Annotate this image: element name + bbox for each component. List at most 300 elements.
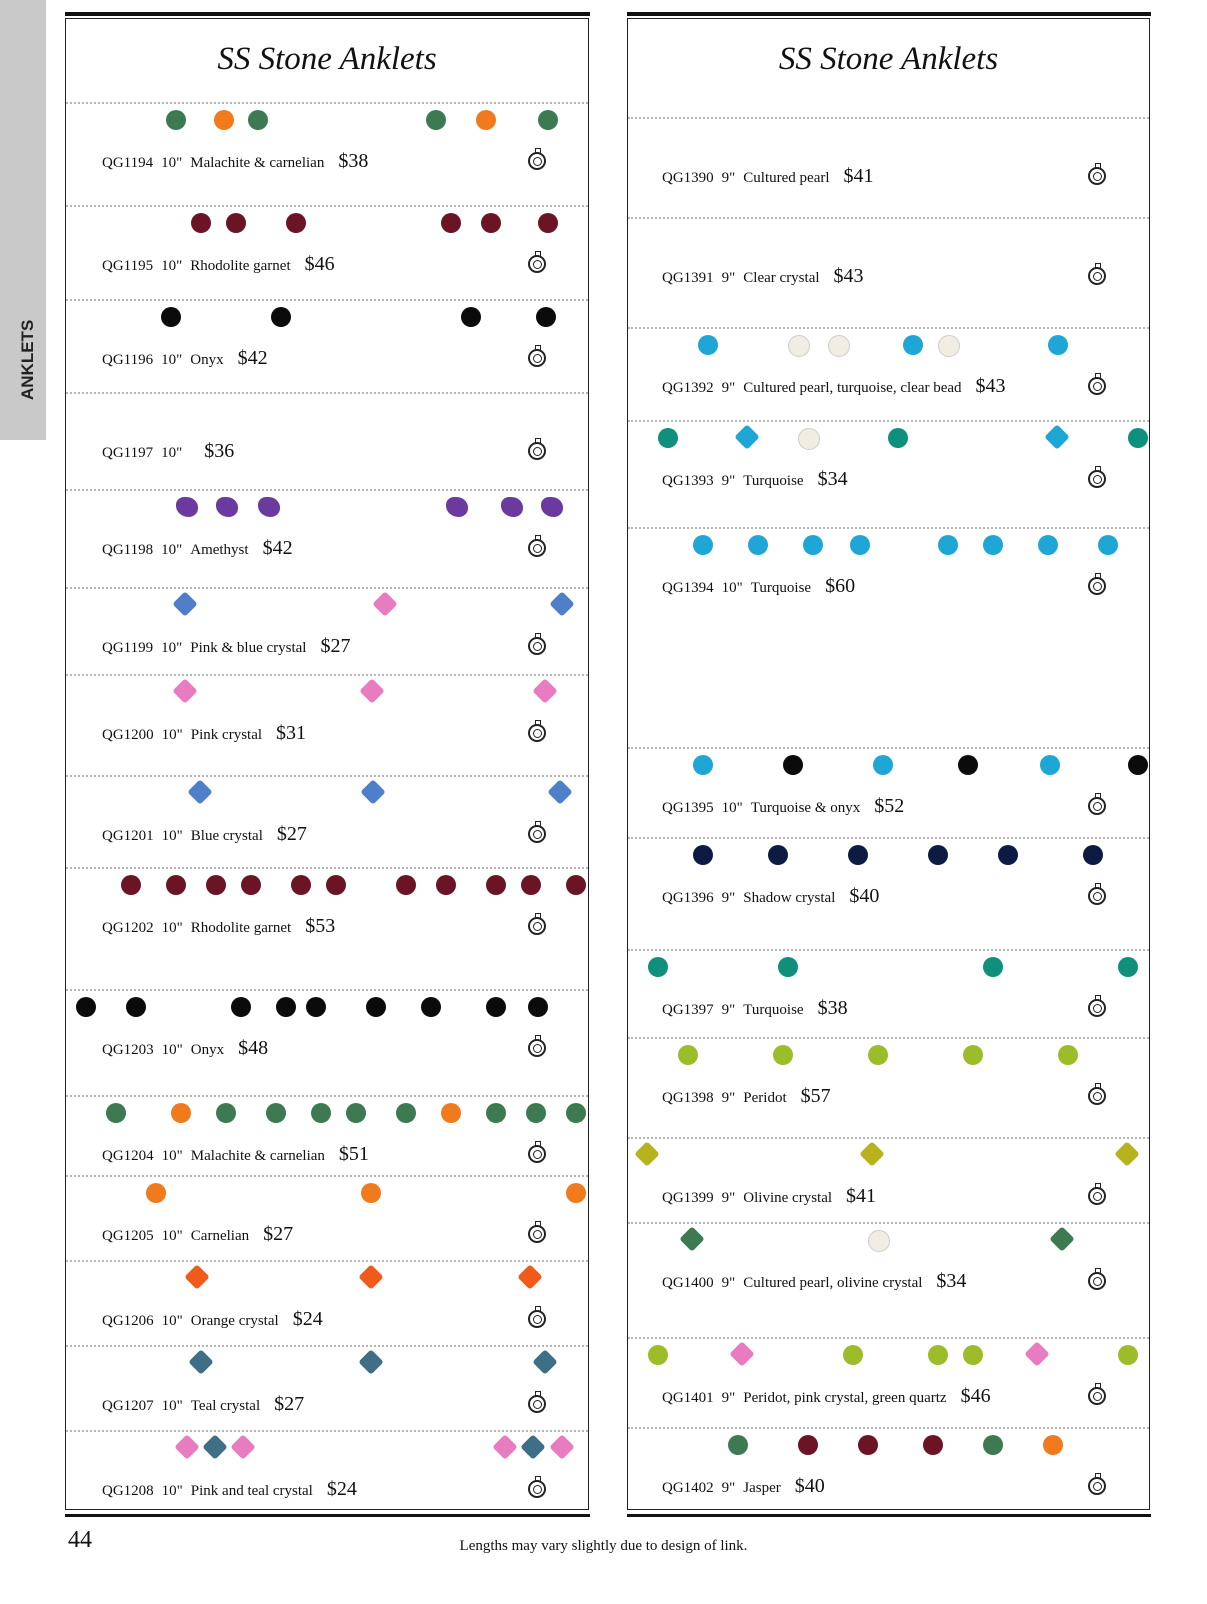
anklet-bead — [729, 1341, 754, 1366]
anklet-ring-icon — [528, 825, 546, 843]
anklet-bead — [486, 1103, 506, 1123]
product-code: QG1206 — [102, 1313, 154, 1329]
anklet-bead — [798, 1435, 818, 1455]
anklet-bead — [161, 307, 181, 327]
product-code: QG1204 — [102, 1148, 154, 1164]
anklet-bead — [998, 845, 1018, 865]
anklet-bead — [326, 875, 346, 895]
product-caption — [102, 722, 306, 745]
product-name: Pink & blue crystal — [190, 640, 307, 656]
anklet-bead — [188, 1349, 213, 1374]
product-caption — [662, 795, 904, 818]
anklet-bead — [983, 957, 1003, 977]
product-code: QG1393 — [662, 473, 714, 489]
anklet-bead — [566, 1103, 586, 1123]
product-caption — [662, 1185, 876, 1208]
footer-note: Lengths may vary slightly due to design of link. — [459, 1538, 748, 1554]
anklet-bead — [184, 1264, 209, 1289]
product-price: $52 — [874, 795, 905, 817]
anklet-bead — [566, 1183, 586, 1203]
anklet-chain — [628, 327, 1149, 329]
anklet-bead — [773, 1045, 793, 1065]
anklet-bead — [859, 1141, 884, 1166]
anklet-bead — [358, 1264, 383, 1289]
anklet-bead — [828, 335, 850, 357]
anklet-chain — [66, 775, 588, 777]
anklet-ring-icon — [1088, 887, 1106, 905]
product-caption — [662, 468, 848, 491]
product-price: $36 — [204, 440, 235, 462]
product-caption — [102, 1478, 357, 1501]
anklet-ring-icon — [528, 1039, 546, 1057]
anklet-bead — [748, 535, 768, 555]
anklet-bead — [1040, 755, 1060, 775]
anklet-ring-icon — [1088, 577, 1106, 595]
right-product-row — [628, 412, 1149, 512]
anklet-bead — [848, 845, 868, 865]
anklet-bead — [396, 1103, 416, 1123]
product-code: QG1195 — [102, 258, 154, 274]
product-code: QG1198 — [102, 542, 154, 558]
right-product-row — [628, 1214, 1149, 1314]
product-price: $42 — [237, 347, 268, 369]
anklet-bead — [121, 875, 141, 895]
product-length: 9" — [721, 1275, 736, 1291]
anklet-bead — [476, 110, 496, 130]
anklet-chain — [66, 867, 588, 869]
anklet-bead — [176, 497, 198, 517]
anklet-bead — [266, 1103, 286, 1123]
product-code: QG1201 — [102, 828, 154, 844]
anklet-bead — [106, 1103, 126, 1123]
product-length: 10" — [161, 828, 183, 844]
product-name: Malachite & carnelian — [190, 1148, 325, 1164]
anklet-bead — [206, 875, 226, 895]
anklet-bead — [166, 875, 186, 895]
product-length: 10" — [161, 258, 183, 274]
anklet-bead — [868, 1045, 888, 1065]
left-product-row — [66, 291, 588, 391]
anklet-ring-icon — [528, 349, 546, 367]
product-length: 10" — [161, 920, 183, 936]
anklet-bead — [698, 335, 718, 355]
product-caption — [102, 1143, 369, 1166]
left-product-row — [66, 384, 588, 484]
product-name: Peridot, pink crystal, green quartz — [743, 1390, 947, 1406]
left-product-row — [66, 1422, 588, 1522]
product-price: $43 — [833, 265, 864, 287]
product-code: QG1194 — [102, 155, 154, 171]
product-name: Turquoise — [743, 473, 804, 489]
anklet-bead — [172, 678, 197, 703]
anklet-bead — [1128, 428, 1148, 448]
product-code: QG1392 — [662, 380, 714, 396]
right-product-row — [628, 519, 1149, 619]
anklet-bead — [798, 428, 820, 450]
anklet-bead — [888, 428, 908, 448]
anklet-bead — [903, 335, 923, 355]
product-code: QG1208 — [102, 1483, 154, 1499]
anklet-bead — [678, 1045, 698, 1065]
left-panel-title: SS Stone Anklets — [217, 41, 437, 77]
product-name: Turquoise — [743, 1002, 804, 1018]
product-length: 9" — [721, 170, 736, 186]
anklet-chain — [628, 420, 1149, 422]
anklet-bead — [396, 875, 416, 895]
product-length: 9" — [721, 473, 736, 489]
anklet-ring-icon — [528, 152, 546, 170]
anklet-bead — [501, 497, 523, 517]
anklet-chain — [628, 949, 1149, 951]
product-length: 10" — [161, 1042, 183, 1058]
right-product-row — [628, 209, 1149, 309]
anklet-bead — [486, 997, 506, 1017]
product-name: Olivine crystal — [743, 1190, 833, 1206]
anklet-chain — [628, 1137, 1149, 1139]
anklet-bead — [421, 997, 441, 1017]
section-tab — [0, 0, 46, 440]
anklet-bead — [938, 335, 960, 357]
product-code: QG1396 — [662, 890, 714, 906]
anklet-ring-icon — [528, 917, 546, 935]
anklet-chain — [628, 1337, 1149, 1339]
product-name: Rhodolite garnet — [190, 258, 291, 274]
anklet-chain — [628, 1222, 1149, 1224]
anklet-chain — [66, 989, 588, 991]
right-product-row — [628, 829, 1149, 929]
product-length: 10" — [161, 1148, 183, 1164]
product-name: Carnelian — [190, 1228, 250, 1244]
anklet-bead — [693, 535, 713, 555]
product-name: Jasper — [743, 1480, 781, 1496]
product-length: 10" — [161, 1483, 183, 1499]
anklet-bead — [172, 591, 197, 616]
product-name: Cultured pearl — [743, 170, 830, 186]
product-caption — [102, 823, 307, 846]
anklet-bead — [461, 307, 481, 327]
anklet-bead — [693, 755, 713, 775]
right-panel-bottom-rule — [627, 1514, 1151, 1517]
anklet-ring-icon — [528, 1310, 546, 1328]
anklet-bead — [306, 997, 326, 1017]
left-product-row — [66, 859, 588, 959]
anklet-bead — [441, 213, 461, 233]
anklet-bead — [174, 1434, 199, 1459]
anklet-bead — [547, 779, 572, 804]
product-caption — [102, 253, 335, 276]
anklet-bead — [1044, 424, 1069, 449]
anklet-bead — [1024, 1341, 1049, 1366]
anklet-bead — [1049, 1226, 1074, 1251]
anklet-chain — [66, 489, 588, 491]
anklet-bead — [858, 1435, 878, 1455]
product-length: 10" — [161, 1228, 183, 1244]
product-caption — [662, 165, 874, 188]
anklet-bead — [1118, 1345, 1138, 1365]
product-code: QG1395 — [662, 800, 714, 816]
product-name: Onyx — [190, 1042, 225, 1058]
anklet-ring-icon — [528, 1480, 546, 1498]
anklet-bead — [1118, 957, 1138, 977]
product-name: Pink crystal — [190, 727, 263, 743]
product-length: 10" — [161, 445, 183, 461]
product-length: 10" — [161, 1313, 183, 1329]
product-price: $57 — [800, 1085, 831, 1107]
product-code: QG1202 — [102, 920, 154, 936]
product-caption — [662, 375, 1006, 398]
anklet-chain — [66, 1175, 588, 1177]
anklet-bead — [873, 755, 893, 775]
anklet-bead — [843, 1345, 863, 1365]
anklet-chain — [66, 1095, 588, 1097]
product-code: QG1205 — [102, 1228, 154, 1244]
product-caption — [102, 1393, 304, 1416]
anklet-bead — [216, 1103, 236, 1123]
product-price: $41 — [843, 165, 874, 187]
anklet-bead — [566, 875, 586, 895]
product-name: Turquoise — [750, 580, 812, 596]
anklet-bead — [361, 1183, 381, 1203]
right-product-row — [628, 941, 1149, 1041]
product-code: QG1199 — [102, 640, 154, 656]
anklet-ring-icon — [528, 442, 546, 460]
product-caption — [662, 997, 848, 1020]
anklet-bead — [360, 779, 385, 804]
left-panel-bottom-rule — [65, 1514, 590, 1517]
anklet-bead — [1083, 845, 1103, 865]
anklet-ring-icon — [1088, 167, 1106, 185]
anklet-bead — [658, 428, 678, 448]
product-price: $27 — [263, 1223, 294, 1245]
product-name: Cultured pearl, turquoise, clear bead — [743, 380, 962, 396]
anklet-bead — [1128, 755, 1148, 775]
product-name: Rhodolite garnet — [190, 920, 292, 936]
anklet-bead — [778, 957, 798, 977]
right-product-row — [628, 1029, 1149, 1129]
anklet-bead — [358, 1349, 383, 1374]
anklet-ring-icon — [1088, 1387, 1106, 1405]
anklet-bead — [788, 335, 810, 357]
product-price: $34 — [817, 468, 848, 490]
product-code: QG1196 — [102, 352, 154, 368]
anklet-chain — [628, 117, 1149, 119]
anklet-bead — [734, 424, 759, 449]
right-panel — [627, 18, 1150, 1510]
anklet-ring-icon — [528, 255, 546, 273]
anklet-bead — [728, 1435, 748, 1455]
anklet-ring-icon — [528, 1395, 546, 1413]
left-product-row — [66, 767, 588, 867]
product-name: Amethyst — [190, 542, 249, 558]
anklet-bead — [286, 213, 306, 233]
anklet-bead — [517, 1264, 542, 1289]
product-caption — [102, 537, 293, 560]
anklet-bead — [446, 497, 468, 517]
product-caption — [662, 1475, 825, 1498]
product-price: $48 — [238, 1037, 269, 1059]
product-name: Turquoise & onyx — [750, 800, 861, 816]
anklet-bead — [366, 997, 386, 1017]
product-length: 10" — [161, 1398, 183, 1414]
anklet-bead — [963, 1345, 983, 1365]
product-caption — [662, 1085, 831, 1108]
product-caption — [102, 1308, 323, 1331]
anklet-bead — [923, 1435, 943, 1455]
product-code: QG1391 — [662, 270, 714, 286]
product-price: $46 — [304, 253, 335, 275]
product-price: $53 — [305, 915, 336, 937]
product-length: 10" — [161, 155, 183, 171]
product-price: $51 — [338, 1143, 369, 1165]
anklet-bead — [372, 591, 397, 616]
anklet-bead — [231, 997, 251, 1017]
product-caption — [102, 150, 368, 173]
anklet-bead — [76, 997, 96, 1017]
anklet-bead — [241, 875, 261, 895]
anklet-ring-icon — [1088, 267, 1106, 285]
product-caption — [662, 265, 864, 288]
anklet-ring-icon — [528, 1145, 546, 1163]
anklet-bead — [216, 497, 238, 517]
product-length: 9" — [721, 270, 736, 286]
anklet-ring-icon — [1088, 1477, 1106, 1495]
left-product-row — [66, 981, 588, 1081]
anklet-chain — [66, 1430, 588, 1432]
product-code: QG1400 — [662, 1275, 714, 1291]
product-code: QG1200 — [102, 727, 154, 743]
product-price: $42 — [262, 537, 293, 559]
anklet-bead — [187, 779, 212, 804]
anklet-bead — [436, 875, 456, 895]
product-price: $43 — [975, 375, 1006, 397]
anklet-bead — [958, 755, 978, 775]
anklet-bead — [538, 213, 558, 233]
right-panel-top-rule — [627, 12, 1151, 16]
anklet-bead — [868, 1230, 890, 1252]
product-length: 9" — [721, 1090, 736, 1106]
anklet-bead — [1048, 335, 1068, 355]
anklet-bead — [1098, 535, 1118, 555]
anklet-chain — [66, 205, 588, 207]
product-length: 10" — [161, 542, 183, 558]
product-price: $27 — [276, 823, 307, 845]
product-price: $38 — [817, 997, 848, 1019]
anklet-bead — [481, 213, 501, 233]
product-length: 9" — [721, 1480, 736, 1496]
anklet-bead — [191, 213, 211, 233]
anklet-chain — [66, 299, 588, 301]
left-panel — [65, 18, 589, 1510]
product-caption — [662, 1385, 991, 1408]
left-product-row — [66, 579, 588, 679]
anklet-bead — [693, 845, 713, 865]
anklet-bead — [291, 875, 311, 895]
left-product-row — [66, 481, 588, 581]
anklet-bead — [679, 1226, 704, 1251]
product-length: 10" — [161, 352, 183, 368]
product-name: Pink and teal crystal — [190, 1483, 313, 1499]
product-code: QG1390 — [662, 170, 714, 186]
anklet-bead — [271, 307, 291, 327]
product-code: QG1397 — [662, 1002, 714, 1018]
anklet-bead — [126, 997, 146, 1017]
product-length: 10" — [721, 580, 743, 596]
product-caption — [102, 915, 335, 938]
anklet-chain — [628, 1427, 1149, 1429]
product-code: QG1398 — [662, 1090, 714, 1106]
anklet-bead — [1043, 1435, 1063, 1455]
product-price: $24 — [292, 1308, 323, 1330]
anklet-bead — [1114, 1141, 1139, 1166]
anklet-bead — [276, 997, 296, 1017]
product-code: QG1203 — [102, 1042, 154, 1058]
anklet-bead — [928, 1345, 948, 1365]
product-price: $40 — [794, 1475, 825, 1497]
product-code: QG1402 — [662, 1480, 714, 1496]
anklet-bead — [538, 110, 558, 130]
right-product-row — [628, 739, 1149, 839]
anklet-chain — [628, 217, 1149, 219]
anklet-bead — [492, 1434, 517, 1459]
anklet-bead — [426, 110, 446, 130]
product-price: $27 — [274, 1393, 305, 1415]
product-price: $46 — [960, 1385, 991, 1407]
product-name: Orange crystal — [190, 1313, 279, 1329]
anklet-ring-icon — [1088, 470, 1106, 488]
anklet-ring-icon — [528, 539, 546, 557]
anklet-bead — [768, 845, 788, 865]
product-length: 9" — [721, 1390, 736, 1406]
product-caption — [102, 347, 268, 370]
product-length: 10" — [161, 727, 183, 743]
anklet-bead — [486, 875, 506, 895]
anklet-bead — [983, 535, 1003, 555]
anklet-ring-icon — [1088, 1187, 1106, 1205]
left-product-row — [66, 197, 588, 297]
anklet-chain — [66, 1345, 588, 1347]
anklet-bead — [171, 1103, 191, 1123]
product-price: $27 — [320, 635, 351, 657]
product-caption — [102, 1037, 268, 1060]
anklet-chain — [66, 102, 588, 104]
anklet-bead — [258, 497, 280, 517]
product-price: $34 — [936, 1270, 967, 1292]
product-caption — [662, 575, 855, 598]
right-product-row — [628, 1419, 1149, 1519]
anklet-chain — [66, 1260, 588, 1262]
anklet-bead — [1038, 535, 1058, 555]
right-product-row — [628, 319, 1149, 419]
anklet-bead — [166, 110, 186, 130]
anklet-bead — [311, 1103, 331, 1123]
anklet-bead — [202, 1434, 227, 1459]
anklet-chain — [66, 392, 588, 394]
anklet-bead — [346, 1103, 366, 1123]
product-code: QG1401 — [662, 1390, 714, 1406]
anklet-bead — [214, 110, 234, 130]
product-price: $60 — [825, 575, 856, 597]
anklet-bead — [230, 1434, 255, 1459]
anklet-chain — [628, 837, 1149, 839]
product-price: $40 — [849, 885, 880, 907]
product-code: QG1394 — [662, 580, 714, 596]
product-name: Shadow crystal — [743, 890, 836, 906]
anklet-bead — [536, 307, 556, 327]
product-name: Teal crystal — [190, 1398, 261, 1414]
anklet-bead — [541, 497, 563, 517]
product-length: 9" — [721, 1002, 736, 1018]
product-length: 9" — [721, 1190, 736, 1206]
